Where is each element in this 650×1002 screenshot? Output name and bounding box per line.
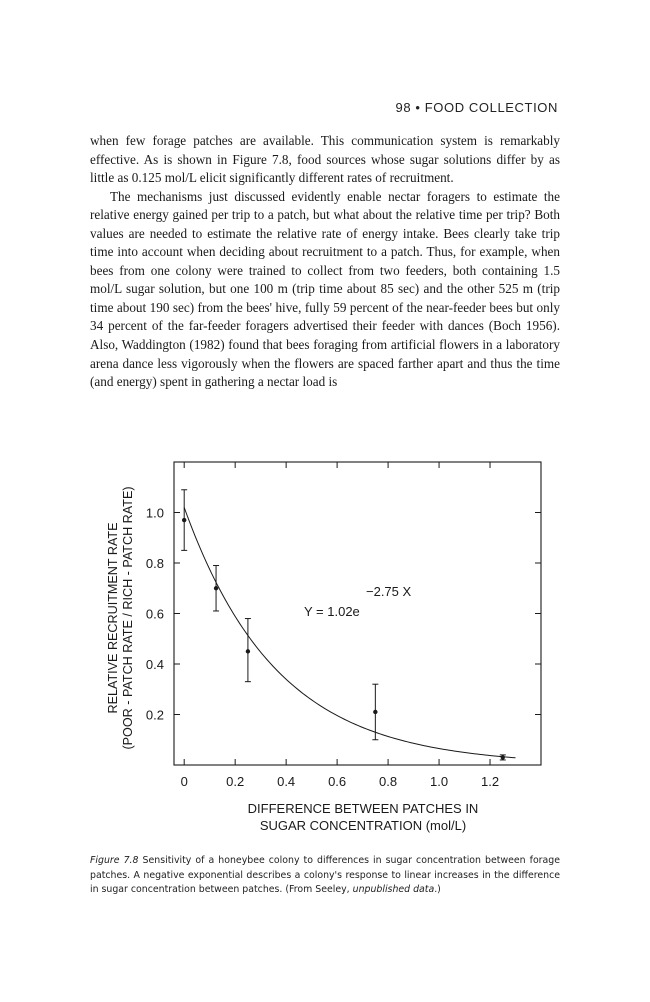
figure-7-8-chart [0,450,650,850]
x-axis-label-line2: SUGAR CONCENTRATION (mol/L) [259,818,467,833]
fit-curve-group [184,507,515,757]
page-number: 98 [395,100,412,115]
y-tick-label: 0.2 [145,707,164,723]
caption-text: Sensitivity of a honeybee colony to differences in sugar concentration between forage patches. A negative exponential describes a colony's response to linear increases in the difference in sugar concentration between patches. (From Seeley, [90,855,560,896]
data-point [246,649,250,653]
y-tick-label: 0.8 [145,556,164,571]
x-tick-label: 0.6 [328,774,347,789]
data-point [214,586,218,590]
data-point [501,755,505,759]
fit-equation-exponent: −2.75 X [366,584,412,599]
caption-source: unpublished data [352,884,435,896]
axis-ticks [146,462,541,789]
section-title: FOOD COLLECTION [424,100,558,115]
x-axis-label-line1: DIFFERENCE BETWEEN PATCHES IN [247,801,479,816]
data-point [182,518,186,522]
body-text [90,132,560,392]
y-axis-label-line1: RELATIVE RECRUITMENT RATE [106,522,120,714]
data-points [181,490,506,760]
caption-label: Figure 7.8 [90,855,139,866]
paragraph-2: The mechanisms just discussed evidently enable nectar foragers to estimate the relative energy gained per trip to a patch, but what about the relative time per trip? Both values are needed to estimate the relative rate of energy intake. Bees clearly take trip time into account when deciding about recruitment to a patch. Thus, for example, when bees from one colony were trained to collect from two feeders, both containing 1.5 mol/L sugar solution, but one 100 m (trip time about 85 sec) and the other 525 m (trip time about 190 sec) from the bees' hive, fully 59 percent of the near-feeder bees but only 34 percent of the far-feeder foragers advertised their feeder with dances (Boch 1956). Also, Waddington (1982) found that bees foraging from artificial flowers in a laboratory arena dance less vigorously when the flowers are spaced farther apart and thus the time (and energy) spent in gathering a nectar load is [90,188,560,390]
header-separator: • [415,100,421,115]
x-tick-label: 0.8 [379,774,398,789]
caption-end: .) [434,884,441,896]
y-tick-label: 1.0 [145,505,164,521]
running-header [395,100,558,115]
y-tick-label: 0.6 [145,606,164,622]
x-tick-label: 0.2 [226,774,245,789]
x-tick-label: 1.0 [430,774,449,789]
fit-equation: Y = 1.02e [304,604,360,619]
x-tick-label: 0 [180,774,188,789]
y-tick-label: 0.4 [145,657,164,672]
fit-curve [184,507,515,757]
paragraph-1: when few forage patches are available. This communication system is remarkably effective. As is shown in Figure 7.8, food sources whose sugar solutions differ by as little as 0.125 mol/L elicit significantly different rates of recruitment. [90,133,560,186]
figure-caption [90,854,560,898]
x-tick-label: 0.4 [277,774,296,789]
x-tick-label: 1.2 [480,774,500,789]
y-axis-label-line2: (POOR - PATCH RATE / RICH - PATCH RATE) [121,486,135,750]
data-point [373,710,377,714]
